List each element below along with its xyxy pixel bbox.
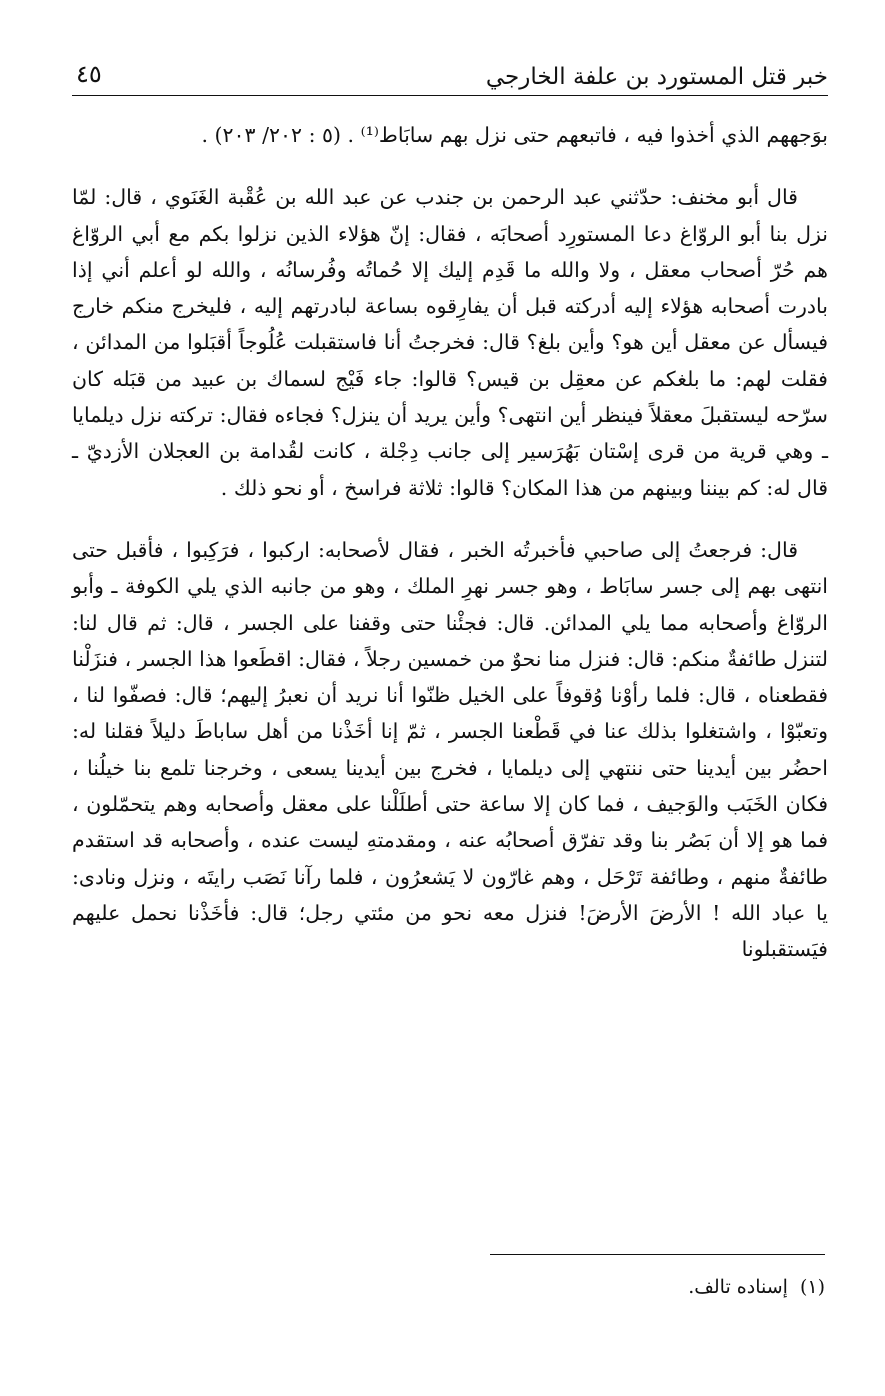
paragraph: بوَجههم الذي أخذوا فيه ، فاتبعهم حتى نزل بهم سابَاط⁽¹⁾ . (٥ : ٢٠٢/ ٢٠٣) . — [201, 123, 828, 147]
paragraph: قال أبو مخنف: حدّثني عبد الرحمن بن جندب عن عبد الله بن عُقْبة الغَنَوي ، قال: لمّا نزل بنا أبو الروّاغ دعا المستورِد أصحابَه ، فقال: إنّ هؤلاء الذين نزلوا بكم مع أبي الروّاغ هم حُرّ أصحاب معقل ، ولا والله ما قَدِم إليك إلا حُماتُه وفُرسانُه ، والله لو أعلم أني إذا بادرت أصحابه هؤلاء إليه أدركته قبل أن يفارِقوه بساعة لبادرتهم إليه ، فليخرج منكم خارج فيسأل عن معقل أين هو؟ وأين بلغ؟ قال: فخرجتُ أنا فاستقبلت عُلُوجاً أقبَلوا من المدائن ، فقلت لهم: ما بلغكم عن معقِل بن قيس؟ قالوا: جاء فَيْج لسماك بن عبيد من قبَله كان سرّحه ليستقبلَ معقلاً فينظر أين انتهى؟ وأين يريد أن ينزل؟ فجاءه فقال: تركته نزل ديلمايا ـ وهي قرية من قرى إسْتان بَهُرَسير إلى جانب دِجْلة ، كانت لقُدامة بن العجلان الأزديّ ـ قال له: كم بيننا وبينهم من هذا المكان؟ قالوا: ثلاثة فراسخ ، أو نحو ذلك . — [72, 185, 828, 500]
page-number: ٤٥ — [76, 60, 102, 88]
footnote-marker: (١) — [799, 1276, 825, 1298]
footnote — [325, 1276, 825, 1298]
page-header — [72, 52, 828, 94]
footnote-text: إسناده تالف. — [688, 1276, 788, 1298]
running-title: خبر قتل المستورد بن علفة الخارجي — [485, 64, 828, 90]
header-rule — [72, 95, 828, 96]
paragraph: قال: فرجعتُ إلى صاحبي فأخبرتُه الخبر ، فقال لأصحابه: اركبوا ، فرَكِبوا ، فأقبل حتى انتهى بهم إلى جسر سابَاط ، وهو جسر نهرِ الملك ، وهو من جانبه الذي يلي الكوفة ـ وأبو الروّاغ وأصحابه مما يلي المدائن. قال: فجئْنا حتى وقفنا على الجسر ، قال: ثم قال لنا: لتنزل طائفةٌ منكم: قال: فنزل منا نحوٌ من خمسين رجلاً ، فقال: اقطَعوا هذا الجسر ، فنزَلْنا فقطعناه ، قال: فلما رأوْنا وُقوفاً على الخيل ظنّوا أنا نريد أن نعبرُ إليهم؛ قال: فصفّوا لنا ، وتعبّوْا ، واشتغلوا بذلك عنا في قَطْعنا الجسر ، ثمّ إنا أخَذْنا من أهل ساباطَ دليلاً فقلنا له: احضُر بين أيدينا حتى ننتهي إلى ديلمايا ، فخرج بين أيدينا يسعى ، وخرجنا تلمع بنا خيلُنا ، فكان الخَبَب والوَجيف ، فما كان إلا ساعة حتى أطلَلْنا على معقل وأصحابه وهم يتحمّلون ، فما هو إلا أن بَصُر بنا وقد تفرّق أصحابُه عنه ، ومقدمتهِ ليست عنده ، وأصحابه قد استقدم طائفةٌ منهم ، وطائفة تَرْحَل ، وهم غارّون لا يَشعرُون ، فلما رآنا نَصَب رايتَه ، ونزل ونادى: يا عباد الله ! الأرضَ الأرضَ! فنزل معه نحو من مئتي رجل؛ قال: فأخَذْنا نحمل عليهم فيَستقبلونا — [72, 537, 828, 962]
footnote-rule — [490, 1254, 825, 1255]
body-text — [72, 117, 828, 968]
